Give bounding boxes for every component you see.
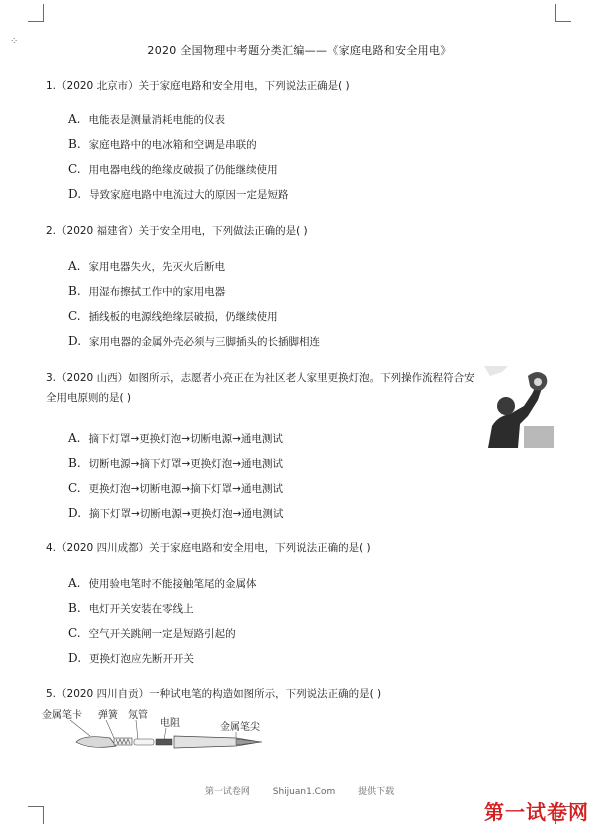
label-metal-tip: 金属笔尖 — [220, 722, 260, 733]
option-text: 切断电源→摘下灯罩→更换灯泡→通电测试 — [88, 458, 284, 470]
option-text: 用湿布擦拭工作中的家用电器 — [88, 286, 226, 298]
option-text: 家庭电路中的电冰箱和空调是串联的 — [88, 139, 257, 151]
footer-site-link[interactable]: Shijuan1.Com — [272, 787, 336, 797]
option-letter: A. — [68, 431, 81, 445]
option-letter: B. — [68, 601, 81, 615]
question-1-option-d — [68, 187, 289, 202]
option-text: 导致家庭电路中电流过大的原因一定是短路 — [89, 189, 289, 201]
option-text: 用电器电线的绝缘皮破损了仍能继续使用 — [88, 164, 278, 176]
question-1-stem: 1.（2020 北京市）关于家庭电路和安全用电，下列说法正确是( ) — [46, 80, 350, 92]
option-letter: C. — [68, 309, 81, 323]
question-4-stem: 4.（2020 四川成都）关于家庭电路和安全用电，下列说法正确的是( ) — [46, 542, 371, 554]
question-3-option-d — [68, 506, 283, 521]
question-1-option-a — [68, 112, 225, 127]
option-text: 家用电器失火，先灭火后断电 — [88, 261, 225, 273]
question-3-option-a — [68, 431, 283, 446]
page-title: 2020 全国物理中考题分类汇编——《家庭电路和安全用电》 — [147, 44, 452, 57]
option-letter: D. — [68, 187, 82, 201]
question-1-option-c — [68, 162, 278, 177]
label-resistor: 电阻 — [160, 718, 180, 729]
option-text: 插线板的电源线绝缘层破损，仍继续使用 — [88, 311, 278, 323]
option-text: 空气开关跳闸一定是短路引起的 — [88, 628, 236, 640]
footer-right-text: 提供下载 — [358, 787, 395, 797]
volunteer-changing-bulb-photo — [484, 366, 554, 448]
option-text: 电能表是测量消耗电能的仪表 — [88, 114, 225, 126]
option-letter: B. — [68, 456, 81, 470]
site-watermark-logo: 第一试卷网 — [484, 800, 589, 824]
option-letter: C. — [68, 626, 81, 640]
crop-mark-top-left — [28, 4, 44, 22]
option-letter: C. — [68, 481, 81, 495]
crop-mark-bottom-left — [28, 806, 44, 824]
option-text: 摘下灯罩→切断电源→更换灯泡→通电测试 — [89, 508, 284, 520]
crop-mark-top-right — [555, 4, 571, 22]
question-2-option-c — [68, 309, 278, 324]
question-2-stem: 2.（2020 福建省）关于安全用电，下列做法正确的是( ) — [46, 225, 308, 237]
option-text: 更换灯泡应先断开开关 — [89, 653, 195, 665]
option-letter: D. — [68, 506, 82, 520]
option-letter: B. — [68, 137, 81, 151]
question-2-option-a — [68, 259, 225, 274]
question-1-option-b — [68, 137, 257, 152]
question-4-option-d — [68, 651, 194, 666]
question-5-stem: 5.（2020 四川自贡）一种试电笔的构造如图所示，下列说法正确的是( ) — [46, 688, 382, 700]
question-3-stem: 3.（2020 山西）如图所示，志愿者小亮正在为社区老人家里更换灯泡。下列操作流程符合安全用电原则的是( ) — [46, 372, 475, 404]
option-text: 摘下灯罩→更换灯泡→切断电源→通电测试 — [88, 433, 283, 445]
question-4-option-c — [68, 626, 236, 641]
option-letter: A. — [68, 259, 81, 273]
drag-handle-icon[interactable]: ⁘ — [10, 36, 20, 47]
option-text: 家用电器的金属外壳必须与三脚插头的长插脚相连 — [89, 336, 321, 348]
question-2-option-b — [68, 284, 225, 299]
label-neon-tube: 氖管 — [128, 710, 148, 721]
option-letter: B. — [68, 284, 81, 298]
footer-left-text: 第一试卷网 — [204, 787, 250, 797]
question-3-option-b — [68, 456, 283, 471]
label-metal-clip: 金属笔卡 — [42, 710, 82, 721]
test-pencil-diagram — [40, 706, 280, 752]
option-text: 更换灯泡→切断电源→摘下灯罩→通电测试 — [88, 483, 283, 495]
option-letter: A. — [68, 576, 81, 590]
option-letter: D. — [68, 334, 82, 348]
label-spring: 弹簧 — [98, 710, 118, 721]
question-4-option-b — [68, 601, 194, 616]
option-text: 使用验电笔时不能接触笔尾的金属体 — [88, 578, 257, 590]
option-text: 电灯开关安装在零线上 — [88, 603, 194, 615]
question-2-option-d — [68, 334, 320, 349]
question-3-option-c — [68, 481, 283, 496]
option-letter: C. — [68, 162, 81, 176]
option-letter: A. — [68, 112, 81, 126]
option-letter: D. — [68, 651, 82, 665]
question-4-option-a — [68, 576, 256, 591]
